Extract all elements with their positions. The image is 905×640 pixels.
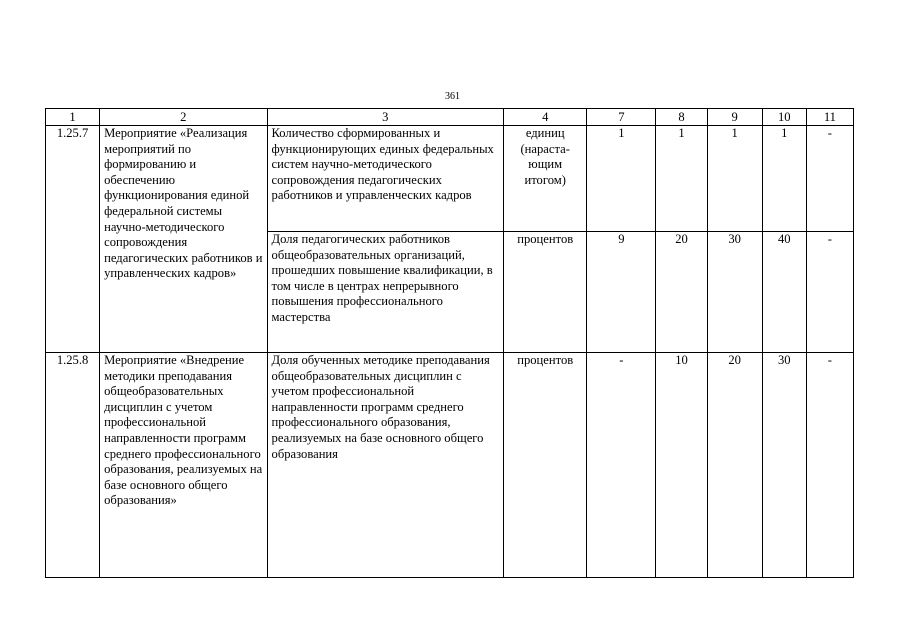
value-cell: 9	[587, 232, 656, 353]
value-cell: 1	[762, 126, 806, 232]
header-cell: 7	[587, 109, 656, 126]
header-cell: 4	[504, 109, 587, 126]
value-cell: 1	[707, 126, 762, 232]
header-cell: 2	[100, 109, 267, 126]
value-cell: 30	[762, 353, 806, 578]
value-cell: -	[806, 232, 853, 353]
value-cell: 10	[656, 353, 707, 578]
unit-cell: процентов	[504, 353, 587, 578]
value-cell: -	[806, 126, 853, 232]
value-cell: 1	[656, 126, 707, 232]
unit-cell: процентов	[504, 232, 587, 353]
row-id: 1.25.7	[46, 126, 100, 353]
indicators-table	[45, 108, 854, 578]
indicator-name: Количество сформированных и функционирующих единых федеральных систем научно-методического сопровождения педагогических работников и управленческих кадров	[267, 126, 504, 232]
indicator-name: Доля педагогических работников общеобразовательных организаций, прошедших повышение квалификации, в том числе в центрах непрерывного повышения профессионального мастерства	[267, 232, 504, 353]
table-row	[46, 353, 854, 578]
value-cell: 1	[587, 126, 656, 232]
value-cell: 30	[707, 232, 762, 353]
value-cell: -	[806, 353, 853, 578]
table-header-row	[46, 109, 854, 126]
header-cell: 1	[46, 109, 100, 126]
header-cell: 10	[762, 109, 806, 126]
header-cell: 3	[267, 109, 504, 126]
header-cell: 11	[806, 109, 853, 126]
value-cell: 40	[762, 232, 806, 353]
event-cell: Мероприятие «Внедрение методики преподавания общеобразовательных дисциплин с учетом профессиональной направленности программ среднего профессионального образования, реализуемых на базе основного общего образования»	[100, 353, 267, 578]
value-cell: -	[587, 353, 656, 578]
header-cell: 8	[656, 109, 707, 126]
indicator-name: Доля обученных методике преподавания общеобразовательных дисциплин с учетом профессиональной направленности программ среднего профессионального образования, реализуемых на базе основного общего образования	[267, 353, 504, 578]
page-number: 361	[445, 91, 460, 102]
event-cell: Мероприятие «Реализация мероприятий по формированию и обеспечению функционирования единой федеральной системы научно-методического сопровождения педагогических работников и управленческих кадров»	[100, 126, 267, 353]
value-cell: 20	[656, 232, 707, 353]
header-cell: 9	[707, 109, 762, 126]
value-cell: 20	[707, 353, 762, 578]
table-row	[46, 126, 854, 232]
row-id: 1.25.8	[46, 353, 100, 578]
unit-cell: единиц (нараста-ющим итогом)	[504, 126, 587, 232]
